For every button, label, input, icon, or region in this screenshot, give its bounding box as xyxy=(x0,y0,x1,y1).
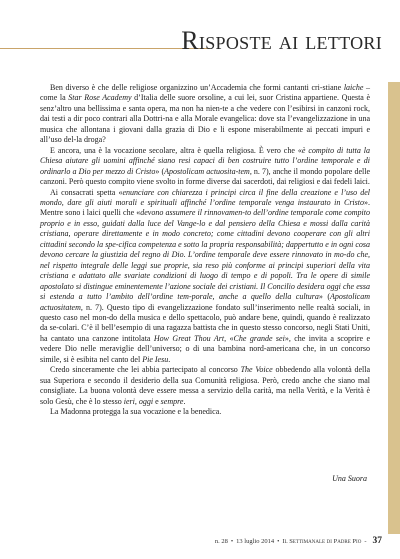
paragraph-3 xyxy=(40,188,370,366)
article-body xyxy=(40,83,370,418)
paragraph-4 xyxy=(40,365,370,407)
italic-run: laiche xyxy=(343,83,364,92)
italic-run: Che grande sei xyxy=(233,333,285,343)
signature: Una Suora xyxy=(332,474,367,483)
italic-run: Star Rose Academy xyxy=(68,93,132,103)
italic-run: Apostolicam actuositatem xyxy=(40,292,370,312)
italic-run: devono assumere il rinnovamen-to dell’ordine temporale come compito proprio e in esso, guidati dalla luce del Vange-lo e dal pensiero della Chiesa e mossi dalla carità cristiana, operare direttamente e in modo concreto; come cittadini devono cooperare con gli altri cittadini secondo la spe-cifica competenza e sotto la propria responsabilità; dappertutto e in ogni cosa devono cercare la giustizia del regno di Dio. L’ordine temporale deve essere rinnovato in mo-do che, nel rispetto integrale delle leggi sue proprie, sia reso più conforme ai principi superiori della vita cristiana e adattato alle svariate condizioni di luogo di tempo e di popoli. Tra le opere di simile apostolato si distingue eminentemente l’azione sociale dei cristiani. Il Concilio desidera oggi che essa si estenda a tutto l’ambito dell’ordine tem-porale, anche a quello della cultura xyxy=(40,208,370,302)
italic-run: How Great Thou Art xyxy=(153,333,225,343)
text-run: , xyxy=(134,396,139,406)
separator-bullet: • xyxy=(277,538,280,545)
column-title: Risposte ai lettori xyxy=(181,26,382,55)
header-rule xyxy=(0,48,210,49)
italic-run: oggi xyxy=(138,396,154,406)
text-run: » ( xyxy=(318,292,330,302)
text-run: . xyxy=(168,354,171,364)
text-run: – come la xyxy=(40,83,370,103)
text-run: d’Italia delle suore orsoline, a cui lei, suor Cristina appartiene. Questa è senz’altro una bellissima e santa opera, ma non ha nien-te a che vedere con l’esibirsi in canzoni rock, dai testi a dir poco contrari alla Dottri-na e alla Morale evangelica: dove sta l’evangelizzazione in una musica che allontana i giovani dalla grazia di Dio e li espone miserabilmente ai peccati impuri e all’uso del-la droga? xyxy=(40,93,370,145)
text-run: e xyxy=(153,396,161,406)
paragraph-5 xyxy=(40,407,370,417)
paragraph-2 xyxy=(40,146,370,188)
issue-date: 13 luglio 2014 xyxy=(236,538,275,545)
text-run: » ( xyxy=(155,166,165,176)
text-run: , « xyxy=(224,333,234,343)
text-run: obbedendo alla volontà della sua Superiora e secondo il desiderio della sua Comunità religiosa. Però, credo anche che siano mal consigliate. La buona volontà deve essere messa a servizio della carità, ma nella Verità, e la Verità è solo Gesù, che è lo stesso xyxy=(40,365,371,406)
italic-run: è compito di tutta la Chiesa aiutare gli uomini affinché siano resi capaci di ben costruire tutto l’ordine temporale e di ordinarlo a Dio per mezzo di Cristo xyxy=(40,145,371,176)
paragraph-1 xyxy=(40,83,370,146)
text-run: , n. 7). Questo tipo di evangelizzazione fondato sull’inserimento nelle realtà sociali, in questo caso nel mon-do della musica e dello spettacolo, può andare bene, quindi, quando è realizzato da se-colari. C’è il bell’esempio di una ragazza battista che in questo stesso concorso, negli Stati Uniti, ha cantato una canzone intitolata xyxy=(40,302,370,343)
text-run: », che invita a scoprire e vedere Dio nelle meraviglie dell’universo; o di una bambina nord-americana che, in un concorso simile, si è esibita nel canto del xyxy=(40,333,371,364)
text-run: E ancora, una è la vocazione secolare, altra è quella religiosa. È vero che « xyxy=(50,145,302,155)
italic-run: Pie Iesu xyxy=(142,354,169,364)
italic-run: The Voice xyxy=(240,365,273,375)
text-run: La Madonna protegga la sua vocazione e la benedica. xyxy=(50,407,222,417)
text-run: Credo sinceramente che lei abbia partecipato al concorso xyxy=(50,365,241,375)
publication-name: Il Settimanale di Padre Pio xyxy=(282,538,362,545)
text-run: Ai consacrati spetta « xyxy=(50,187,123,197)
issue-number: n. 28 xyxy=(214,538,228,545)
text-run: ». Mentre sono i laici quelli che « xyxy=(40,197,370,218)
text-run: , n. 7), anche il mondo popolare delle canzoni. Però questo compito viene svolto in forme diverse dai sacerdoti, dai religiosi e dai fedeli laici. xyxy=(40,166,370,187)
page-footer xyxy=(0,536,382,546)
italic-run: Apostolicam actuosita-tem xyxy=(164,166,250,176)
text-run: . xyxy=(183,396,186,406)
decorative-side-bar xyxy=(388,82,400,534)
page-number: 37 xyxy=(372,536,382,546)
italic-run: enunciare con chiarezza i principi circa il fine della creazione e l’uso del mondo, dare gli aiuti morali e spirituali affinché l’ordine temporale venga instaurato in Cristo xyxy=(40,187,370,207)
separator-dash: - xyxy=(364,538,367,545)
separator-bullet: • xyxy=(230,538,234,545)
text-run: Ben diverso è che delle religiose organizzino un’Accademia che formi cantanti cri-stiane xyxy=(50,83,344,92)
italic-run: ieri xyxy=(123,396,135,406)
italic-run: sempre xyxy=(160,396,184,406)
